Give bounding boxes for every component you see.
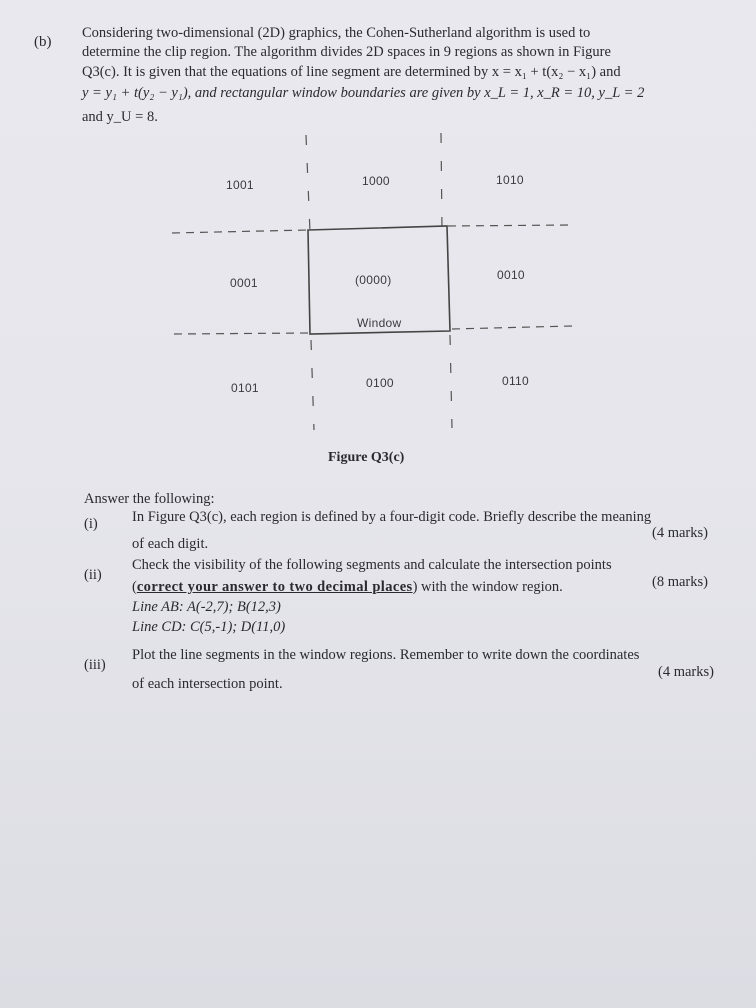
item-i-line-1: In Figure Q3(c), each region is defined by a four-digit code. Briefly describe the meaning <box>132 509 652 525</box>
item-ii-line-1: Check the visibility of the following segments and calculate the intersection points <box>132 557 612 573</box>
top-boundary-right <box>448 225 572 226</box>
question-line-1: Considering two-dimensional (2D) graphics, the Cohen-Sutherland algorithm is used to <box>82 25 591 41</box>
item-ii-marks: (8 marks) <box>652 574 708 590</box>
region-code-mid-left: 0001 <box>230 276 258 290</box>
item-i-line-2: of each digit. <box>132 536 209 552</box>
bottom-boundary-left <box>174 333 310 334</box>
item-iii-line-2: of each intersection point. <box>132 676 283 692</box>
item-iii-line-1: Plot the line segments in the window regions. Remember to write down the coordinates <box>132 647 640 663</box>
question-line-3: Q3(c). It is given that the equations of line segment are determined by x = x₁ + t(x₂ − x₁) and <box>82 64 621 80</box>
window-label: Window <box>357 316 402 330</box>
region-code-bottom-left: 0101 <box>231 381 259 395</box>
region-code-bottom-right: 0110 <box>502 374 530 388</box>
figure-caption: Figure Q3(c) <box>328 450 405 465</box>
right-boundary-lower <box>450 335 452 428</box>
item-ii-line-cd: Line CD: C(5,-1); D(11,0) <box>132 619 286 635</box>
region-code-top-mid: 1000 <box>362 174 390 188</box>
item-ii-open-paren: ( <box>132 579 137 595</box>
bottom-boundary-right <box>452 326 572 329</box>
left-boundary-lower <box>311 340 314 430</box>
question-label: (b) <box>34 34 52 50</box>
item-iii-number: (iii) <box>84 657 106 673</box>
region-code-top-right: 1010 <box>496 173 524 187</box>
region-code-bottom-mid: 0100 <box>366 376 394 390</box>
item-ii-line-ab: Line AB: A(-2,7); B(12,3) <box>132 599 281 615</box>
question-line-4: y = y₁ + t(y₂ − y₁), and rectangular window boundaries are given by x_L = 1, x_R = 10, y_L = 2 <box>82 85 645 101</box>
item-ii-precision-note: correct your answer to two decimal places <box>136 579 413 595</box>
question-line-2: determine the clip region. The algorithm divides 2D spaces in 9 regions as shown in Figure <box>82 44 611 60</box>
region-code-window: (0000) <box>355 273 392 287</box>
region-code-top-left: 1001 <box>226 178 254 192</box>
item-ii-number: (ii) <box>84 567 102 583</box>
question-line-5: and y_U = 8. <box>82 109 158 125</box>
item-ii-line-2 <box>132 578 563 596</box>
item-ii-line-2-rest: ) with the window region. <box>412 579 563 595</box>
left-boundary-upper <box>306 135 310 232</box>
top-boundary-left <box>172 230 308 233</box>
right-boundary-upper <box>441 133 442 230</box>
item-i-marks: (4 marks) <box>652 525 708 541</box>
answer-intro: Answer the following: <box>84 491 215 507</box>
item-i-number: (i) <box>84 516 98 532</box>
item-iii-marks: (4 marks) <box>658 664 714 680</box>
region-code-mid-right: 0010 <box>497 268 525 282</box>
